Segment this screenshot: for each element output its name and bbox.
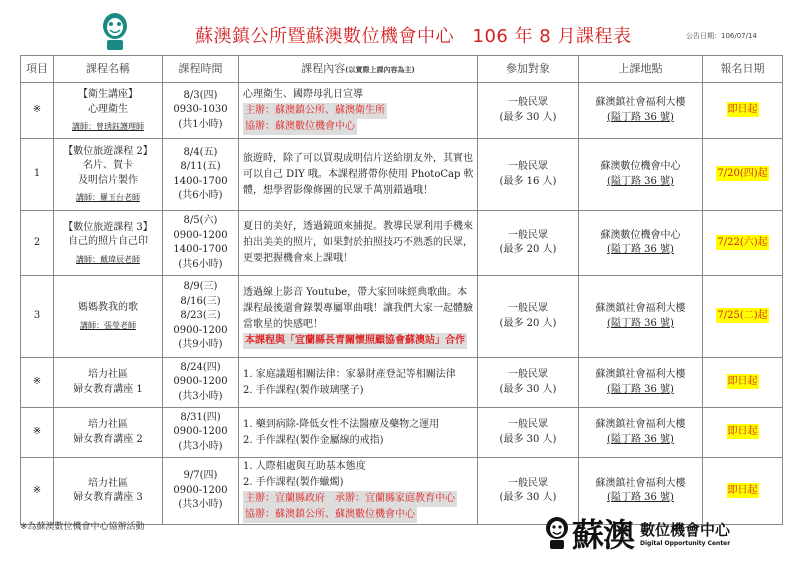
course-time-line: 0900-1200 — [173, 376, 228, 388]
location-cell — [579, 139, 703, 211]
audience-cell — [478, 408, 579, 458]
content-text: 透過線上影音 Youtube，帶大家回味經典歌曲。本課程最後還會錄製專屬單曲哦！讓我們大家一起體驗當歌星的快感吧！ — [243, 286, 473, 330]
signup-cell — [703, 139, 783, 211]
audience-line: 一般民眾 — [508, 419, 548, 430]
content-text: 2. 手作課程(製作玻璃墜子) — [243, 384, 364, 396]
course-name-cell — [54, 358, 163, 408]
organizer-line: 主辦：蘇澳鎮公所、蘇澳衛生所 — [243, 103, 387, 119]
signup-date: 即日起 — [727, 104, 758, 116]
course-name-line: 婦女教育講座 3 — [73, 492, 143, 503]
location-address: (隘丁路 36 號) — [607, 433, 674, 445]
audience-line: 一般民眾 — [508, 369, 548, 380]
table-row — [21, 139, 783, 211]
course-name-line: 培力社區 — [88, 369, 128, 380]
doc-logo — [545, 513, 730, 553]
course-time-cell — [163, 358, 239, 408]
course-time-line: 8/3(四) — [183, 89, 218, 101]
item-marker: 1 — [33, 168, 41, 180]
content-text: 1. 家庭議題相關法律：家暴財產登記等相關法律 — [243, 368, 456, 380]
mascot-icon — [545, 516, 569, 550]
content-text: 旅遊時，除了可以買現成明信片送給朋友外，其實也可以自己 DIY 哦。本課程將帶你使用 PhotoCap 軟體，想學習影像修圖的民眾千萬別錯過哦！ — [243, 152, 474, 196]
course-time-line: 8/24(四) — [180, 361, 221, 373]
course-time-line: 0900-1200 — [173, 229, 228, 241]
course-name-line: 及明信片製作 — [78, 174, 138, 186]
course-content-cell — [239, 276, 478, 358]
table-row — [21, 408, 783, 458]
item-cell — [21, 276, 54, 358]
signup-date: 即日起 — [727, 484, 758, 496]
audience-line: 一般民眾 — [508, 97, 548, 108]
audience-line: (最多 16 人) — [499, 175, 557, 187]
signup-date: 7/20(四)起 — [717, 168, 768, 180]
table-row — [21, 83, 783, 139]
audience-line: (最多 30 人) — [499, 383, 557, 395]
location-cell — [579, 408, 703, 458]
item-cell — [21, 211, 54, 276]
course-time-cell — [163, 83, 239, 139]
col-location: 上課地點 — [579, 56, 703, 83]
signup-date: 7/25(二)起 — [717, 310, 768, 322]
location-address: (隘丁路 36 號) — [607, 111, 674, 123]
audience-cell — [478, 358, 579, 408]
course-time-line: 8/9(三) — [183, 281, 218, 293]
audience-line: 一般民眾 — [508, 229, 548, 241]
course-time-line: 8/23(三) — [180, 310, 221, 322]
course-time-line: (共3小時) — [178, 499, 223, 511]
organizer-line-wrap — [243, 507, 475, 523]
course-name-cell — [54, 211, 163, 276]
course-name-line: 培力社區 — [88, 477, 128, 489]
col-course-time: 課程時間 — [163, 56, 239, 83]
course-time-line: 0900-1200 — [173, 324, 228, 336]
course-time-line: 0900-1200 — [173, 484, 228, 496]
course-time-cell — [163, 211, 239, 276]
content-text: 心理衛生、國際母乳日宣導 — [243, 88, 363, 100]
course-time-cell — [163, 276, 239, 358]
course-time-line: 8/16(三) — [180, 295, 221, 307]
course-name-line: 心理衛生 — [88, 103, 128, 115]
course-content-cell — [239, 458, 478, 525]
course-time-line: 0930-1030 — [173, 104, 228, 116]
course-time-line: (共3小時) — [178, 440, 223, 452]
course-name-line: 自己的照片自己印 — [68, 236, 148, 248]
course-name-line: 【數位旅遊課程 2】 — [63, 145, 153, 157]
organizer-line-wrap — [243, 119, 475, 135]
location-cell — [579, 211, 703, 276]
signup-date: 7/22(六)起 — [717, 236, 768, 248]
course-name-cell — [54, 458, 163, 525]
location-name: 蘇澳數位機會中心 — [600, 229, 681, 241]
location-cell — [579, 358, 703, 408]
course-time-line: 8/11(五) — [180, 161, 221, 172]
course-name-line: 媽媽教我的歌 — [78, 302, 138, 314]
course-time-line: (共6小時) — [178, 258, 223, 270]
course-name-cell — [54, 408, 163, 458]
audience-line: (最多 20 人) — [499, 244, 557, 255]
course-name-line: 【衛生講座】 — [78, 89, 138, 101]
table-header-row — [21, 56, 783, 83]
course-time-line: (共9小時) — [178, 339, 223, 351]
audience-cell — [478, 211, 579, 276]
audience-line: 一般民眾 — [508, 303, 548, 314]
col-course-content — [239, 56, 478, 83]
course-name-cell — [54, 139, 163, 211]
location-address: (隘丁路 36 號) — [607, 383, 674, 395]
course-name-line: 培力社區 — [88, 419, 128, 430]
audience-cell — [478, 83, 579, 139]
location-name: 蘇澳數位機會中心 — [600, 161, 681, 172]
audience-line: 一般民眾 — [508, 477, 548, 489]
item-cell — [21, 458, 54, 525]
course-time-line: (共3小時) — [178, 390, 223, 402]
location-name: 蘇澳鎮社會福利大樓 — [595, 97, 686, 108]
logo-big-text: 蘇澳 — [572, 516, 635, 554]
content-text: 1. 人際相處與互助基本態度 — [243, 461, 366, 472]
item-cell — [21, 139, 54, 211]
course-name-line: 名片、賀卡 — [83, 160, 133, 172]
instructor: 講師：曾琇鈺護理師 — [72, 122, 144, 132]
course-name-line: 婦女教育講座 1 — [73, 383, 143, 395]
content-text: 2. 手作課程(製作蠟燭) — [243, 477, 344, 488]
location-address: (隘丁路 36 號) — [607, 244, 674, 255]
page-title: 蘇澳鎮公所暨蘇澳數位機會中心 106 年 8 月課程表 — [195, 26, 632, 47]
logo-en-text: Digital Opportunity Center — [640, 540, 731, 547]
course-time-line: 1400-1700 — [173, 244, 228, 255]
content-text: 1. 藥到病除-降低女性不法醫療及藥物之運用 — [243, 418, 440, 430]
col-content-note: (以實際上課內容為主) — [345, 66, 415, 75]
content-text: 夏日的美好，透過鏡頭來捕捉。教導民眾利用手機來拍出美美的照片，如果對於拍照技巧不熟悉的民眾，更要把握機會來上課哦！ — [243, 221, 473, 264]
audience-cell — [478, 276, 579, 358]
course-time-line: 8/31(四) — [180, 411, 221, 423]
item-cell — [21, 358, 54, 408]
course-time-cell — [163, 458, 239, 525]
location-name: 蘇澳鎮社會福利大樓 — [595, 369, 686, 380]
signup-cell — [703, 408, 783, 458]
location-name: 蘇澳鎮社會福利大樓 — [595, 303, 686, 314]
item-marker: ※ — [32, 426, 42, 438]
col-course-name: 課程名稱 — [54, 56, 163, 83]
instructor: 講師：戴瑋辰老師 — [76, 254, 140, 264]
course-time-line: 9/7(四) — [183, 470, 218, 482]
organizer-line: 協辦：蘇澳鎮公所、蘇澳數位機會中心 — [243, 507, 417, 523]
course-name-line: 【數位旅遊課程 3】 — [63, 221, 153, 233]
publish-date: 公告日期：106/07/14 — [686, 32, 757, 40]
audience-line: (最多 30 人) — [499, 492, 557, 503]
organizer-line: 主辦：宜蘭縣政府 承辦：宜蘭縣家庭教育中心 — [243, 491, 457, 507]
table-row — [21, 358, 783, 408]
col-item: 項目 — [21, 56, 54, 83]
location-cell — [579, 276, 703, 358]
course-schedule-table — [20, 55, 783, 525]
course-content-cell — [239, 358, 478, 408]
item-marker: 3 — [33, 310, 41, 322]
footnote: ※為蘇澳數位機會中心協辦活動 — [20, 522, 145, 532]
course-time-line: 1400-1700 — [173, 175, 228, 187]
audience-line: (最多 20 人) — [499, 317, 557, 329]
course-content-cell — [239, 211, 478, 276]
signup-cell — [703, 276, 783, 358]
item-marker: ※ — [32, 104, 42, 116]
item-marker: ※ — [32, 376, 42, 388]
course-content-cell — [239, 139, 478, 211]
col-content-label: 課程內容 — [301, 62, 346, 76]
location-address: (隘丁路 36 號) — [607, 492, 674, 503]
signup-date: 即日起 — [727, 426, 758, 438]
item-marker: 2 — [33, 236, 41, 248]
doc-mascot-logo — [100, 12, 130, 52]
course-time-cell — [163, 408, 239, 458]
item-marker: ※ — [32, 484, 42, 496]
audience-line: (最多 30 人) — [499, 111, 557, 123]
organizer-line-wrap — [243, 103, 475, 119]
audience-line: (最多 30 人) — [499, 433, 557, 445]
content-text: 2. 手作課程(製作金屬線的戒指) — [243, 434, 384, 446]
instructor: 講師：羅玉台老師 — [76, 193, 140, 203]
course-name-cell — [54, 276, 163, 358]
location-name: 蘇澳鎮社會福利大樓 — [595, 477, 686, 489]
course-time-line: 0900-1200 — [173, 426, 228, 438]
item-cell — [21, 408, 54, 458]
location-address: (隘丁路 36 號) — [607, 317, 674, 329]
table-row — [21, 276, 783, 358]
course-name-line: 婦女教育講座 2 — [73, 433, 143, 445]
organizer-line-wrap — [243, 491, 475, 507]
instructor: 講師：張瑩老師 — [80, 320, 136, 330]
table-row — [21, 211, 783, 276]
audience-line: 一般民眾 — [508, 161, 548, 172]
location-cell — [579, 83, 703, 139]
location-name: 蘇澳鎮社會福利大樓 — [595, 419, 686, 430]
signup-cell — [703, 358, 783, 408]
course-name-cell — [54, 83, 163, 139]
logo-zh-text: 數位機會中心 — [640, 521, 731, 539]
col-audience: 參加對象 — [478, 56, 579, 83]
course-time-line: 8/4(五) — [183, 146, 218, 158]
partner-note: 本課程與「宜蘭縣長青關懷照顧協會蘇澳站」合作 — [243, 333, 467, 349]
course-time-line: (共1小時) — [178, 118, 223, 130]
col-signup-date: 報名日期 — [703, 56, 783, 83]
audience-cell — [478, 139, 579, 211]
course-time-line: (共6小時) — [178, 190, 223, 201]
course-time-line: 8/5(六) — [183, 215, 218, 226]
signup-cell — [703, 211, 783, 276]
item-cell — [21, 83, 54, 139]
location-address: (隘丁路 36 號) — [607, 175, 674, 187]
course-content-cell — [239, 408, 478, 458]
course-time-cell — [163, 139, 239, 211]
signup-cell — [703, 83, 783, 139]
signup-date: 即日起 — [727, 376, 758, 388]
organizer-line: 協辦：蘇澳數位機會中心 — [243, 119, 357, 135]
course-content-cell — [239, 83, 478, 139]
